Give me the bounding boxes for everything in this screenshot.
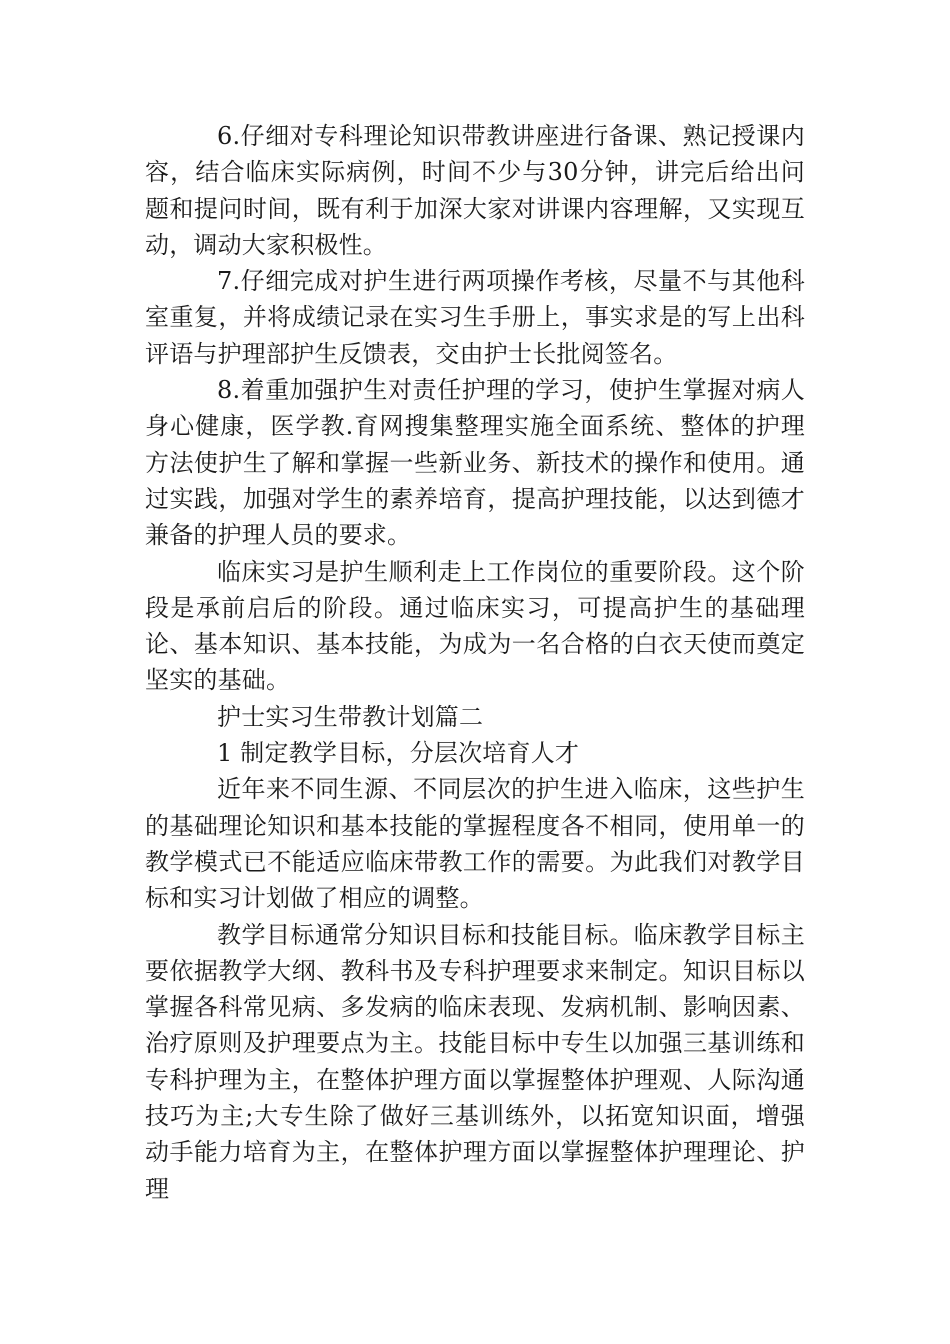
paragraph-item-8: 8.着重加强护生对责任护理的学习，使护生掌握对病人身心健康，医学教.育网搜集整理实施全面系统、整体的护理方法使护生了解和掌握一些新业务、新技术的操作和使用。通过实践，加强对学生的素养培育，提高护理技能，以达到德才兼备的护理人员的要求。 (145, 376, 805, 550)
paragraph-student-levels: 近年来不同生源、不同层次的护生进入临床，这些护生的基础理论知识和基本技能的掌握程度各不相同，使用单一的教学模式已不能适应临床带教工作的需要。为此我们对教学目标和实习计划做了相应的调整。 (145, 775, 805, 913)
section-heading-part-two: 护士实习生带教计划篇二 (217, 702, 484, 731)
paragraph-item-6: 6.仔细对专科理论知识带教讲座进行备课、熟记授课内容，结合临床实际病例，时间不少与30分钟，讲完后给出问题和提问时间，既有利于加深大家对讲课内容理解，又实现互动，调动大家积极性。 (145, 122, 805, 259)
paragraph-clinical-internship: 临床实习是护生顺利走上工作岗位的重要阶段。这个阶段是承前启后的阶段。通过临床实习，可提高护生的基础理论、基本知识、基本技能，为成为一名合格的白衣天使而奠定坚实的基础。 (145, 557, 805, 695)
paragraph-item-7: 7.仔细完成对护生进行两项操作考核，尽量不与其他科室重复，并将成绩记录在实习生手册上，事实求是的写上出科评语与护理部护生反馈表，交由护士长批阅签名。 (145, 267, 805, 368)
document-page (145, 118, 805, 1207)
subsection-heading-1: 1 制定教学目标，分层次培育人才 (217, 739, 580, 768)
paragraph-teaching-goals: 教学目标通常分知识目标和技能目标。临床教学目标主要依据教学大纲、教科书及专科护理要求来制定。知识目标以掌握各科常见病、多发病的临床表现、发病机制、影响因素、治疗原则及护理要点为主。技能目标中专生以加强三基训练和专科护理为主，在整体护理方面以掌握整体护理观、人际沟通技巧为主;大专生除了做好三基训练外，以拓宽知识面，增强动手能力培育为主，在整体护理方面以掌握整体护理理论、护理 (145, 920, 805, 1203)
